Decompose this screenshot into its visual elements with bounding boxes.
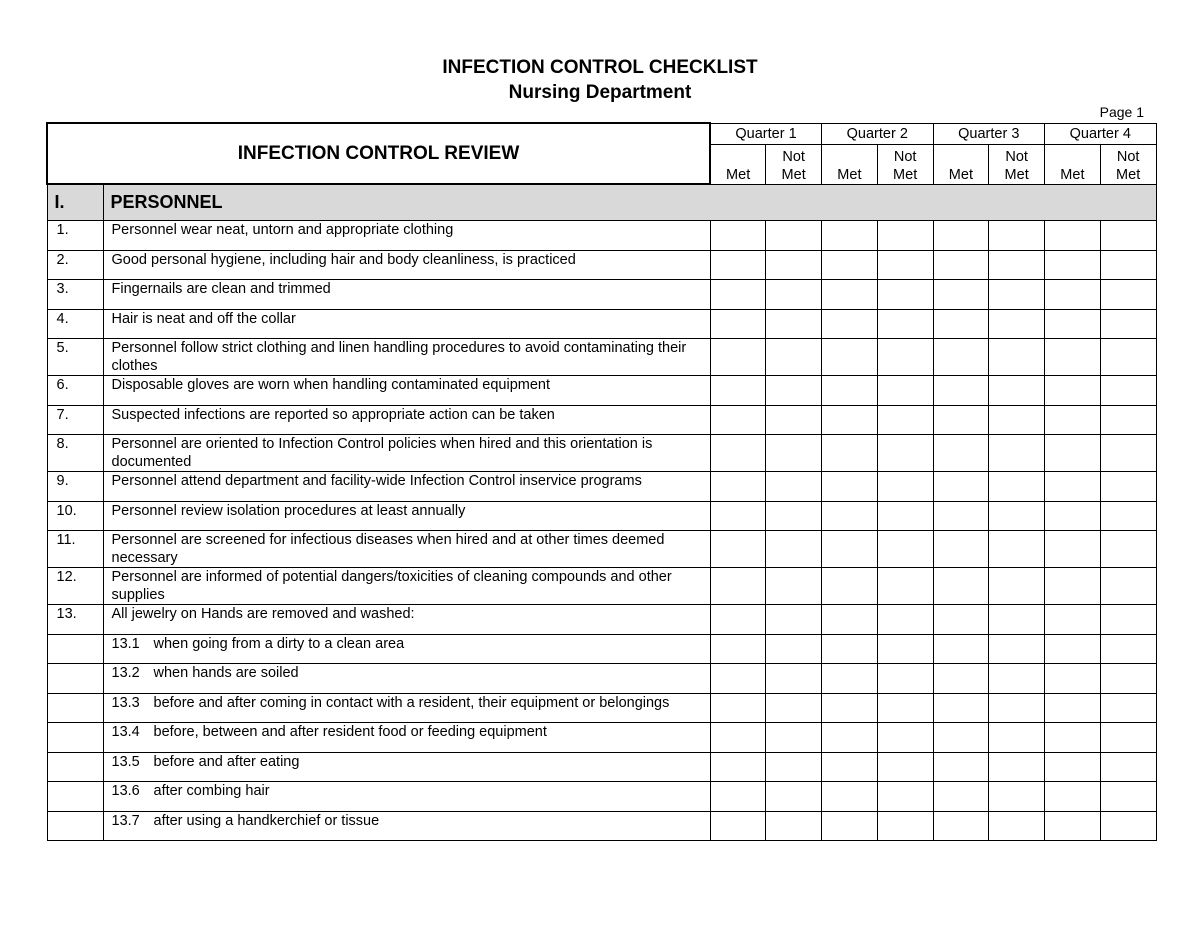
subitem-6-q4-met-cell[interactable]: [1045, 782, 1101, 812]
item-9-q4-not-met-cell[interactable]: [1100, 472, 1156, 502]
item-12-q2-met-cell[interactable]: [822, 568, 878, 605]
item-10-q1-not-met-cell[interactable]: [766, 501, 822, 531]
item-9-q4-met-cell[interactable]: [1045, 472, 1101, 502]
item-2-q4-met-cell[interactable]: [1045, 250, 1101, 280]
item-4-q3-not-met-cell[interactable]: [989, 309, 1045, 339]
not-met-label-line1: Not: [893, 148, 917, 165]
item-7-q1-met-cell[interactable]: [710, 405, 766, 435]
item-text: Personnel are screened for infectious diseases when hired and at other times deemed necessary: [103, 531, 710, 568]
item-5-q2-met-cell[interactable]: [822, 339, 878, 376]
item-text: Disposable gloves are worn when handling contaminated equipment: [103, 376, 710, 406]
item-12-q1-met-cell[interactable]: [710, 568, 766, 605]
item-1-q2-not-met-cell[interactable]: [877, 221, 933, 251]
subitem-cell: [103, 664, 710, 694]
item-10-q4-not-met-cell[interactable]: [1100, 501, 1156, 531]
subitem-7-q4-not-met-cell[interactable]: [1100, 811, 1156, 841]
item-number: 4.: [47, 309, 103, 339]
item-13-q4-met-cell[interactable]: [1045, 605, 1101, 635]
item-1-q1-not-met-cell[interactable]: [766, 221, 822, 251]
subitem-number-empty: [47, 664, 103, 694]
subitem-1-q4-not-met-cell[interactable]: [1100, 634, 1156, 664]
subitem-6-q3-not-met-cell[interactable]: [989, 782, 1045, 812]
item-12-q3-met-cell[interactable]: [933, 568, 989, 605]
section-row: [47, 184, 1156, 221]
item-1-q4-met-cell[interactable]: [1045, 221, 1101, 251]
item-12-q2-not-met-cell[interactable]: [877, 568, 933, 605]
subitem-3-q1-not-met-cell[interactable]: [766, 693, 822, 723]
item-6-q4-met-cell[interactable]: [1045, 376, 1101, 406]
table-row: [47, 250, 1156, 280]
not-met-label-line1: Not: [1116, 148, 1140, 165]
item-3-q1-not-met-cell[interactable]: [766, 280, 822, 310]
item-13-q4-not-met-cell[interactable]: [1100, 605, 1156, 635]
item-number: 11.: [47, 531, 103, 568]
item-text: Personnel are informed of potential dangers/toxicities of cleaning compounds and other supplies: [103, 568, 710, 605]
item-13-q1-not-met-cell[interactable]: [766, 605, 822, 635]
item-7-q2-met-cell[interactable]: [822, 405, 878, 435]
not-met-label-line2: Met: [893, 166, 918, 183]
item-8-q1-not-met-cell[interactable]: [766, 435, 822, 472]
subitem-5-q3-met-cell[interactable]: [933, 752, 989, 782]
table-row: [47, 531, 1156, 568]
subitem-3-q3-not-met-cell[interactable]: [989, 693, 1045, 723]
not-met-label-line1: Not: [1005, 148, 1028, 165]
subitem-number-empty: [47, 752, 103, 782]
subitem-number-empty: [47, 782, 103, 812]
table-row: [47, 501, 1156, 531]
item-number: 8.: [47, 435, 103, 472]
item-5-q1-met-cell[interactable]: [710, 339, 766, 376]
item-10-q2-met-cell[interactable]: [822, 501, 878, 531]
item-2-q4-not-met-cell[interactable]: [1100, 250, 1156, 280]
item-text: Personnel review isolation procedures at least annually: [103, 501, 710, 531]
item-8-q2-met-cell[interactable]: [822, 435, 878, 472]
item-number: 9.: [47, 472, 103, 502]
subitem-2-q2-not-met-cell[interactable]: [877, 664, 933, 694]
item-6-q1-met-cell[interactable]: [710, 376, 766, 406]
not-met-header-q2: [877, 144, 933, 184]
subitem-7-q3-met-cell[interactable]: [933, 811, 989, 841]
subitem-cell: [103, 723, 710, 753]
item-number: 2.: [47, 250, 103, 280]
subitem-7-q2-not-met-cell[interactable]: [877, 811, 933, 841]
item-6-q2-met-cell[interactable]: [822, 376, 878, 406]
item-10-q4-met-cell[interactable]: [1045, 501, 1101, 531]
item-text: All jewelry on Hands are removed and washed:: [103, 605, 710, 635]
item-12-q1-not-met-cell[interactable]: [766, 568, 822, 605]
page-number: Page 1: [1099, 104, 1144, 120]
not-met-label-line2: Met: [1116, 166, 1141, 183]
item-13-q3-not-met-cell[interactable]: [989, 605, 1045, 635]
subitem-7-q1-not-met-cell[interactable]: [766, 811, 822, 841]
table-row: [47, 752, 1156, 782]
subitem-5-q3-not-met-cell[interactable]: [989, 752, 1045, 782]
subitem-4-q4-not-met-cell[interactable]: [1100, 723, 1156, 753]
subitem-1-q1-met-cell[interactable]: [710, 634, 766, 664]
table-row: [47, 221, 1156, 251]
subitem-6-q2-met-cell[interactable]: [822, 782, 878, 812]
subitem-cell: [103, 634, 710, 664]
subitem-2-q4-met-cell[interactable]: [1045, 664, 1101, 694]
item-1-q3-met-cell[interactable]: [933, 221, 989, 251]
item-11-q4-not-met-cell[interactable]: [1100, 531, 1156, 568]
review-heading: INFECTION CONTROL REVIEW: [47, 123, 710, 184]
not-met-label-line2: Met: [1004, 166, 1029, 183]
item-number: 13.: [47, 605, 103, 635]
item-7-q4-not-met-cell[interactable]: [1100, 405, 1156, 435]
item-number: 1.: [47, 221, 103, 251]
item-5-q1-not-met-cell[interactable]: [766, 339, 822, 376]
item-8-q4-met-cell[interactable]: [1045, 435, 1101, 472]
item-13-q2-met-cell[interactable]: [822, 605, 878, 635]
item-number: 5.: [47, 339, 103, 376]
item-1-q4-not-met-cell[interactable]: [1100, 221, 1156, 251]
subitem-text: before and after eating: [153, 753, 300, 770]
item-11-q1-not-met-cell[interactable]: [766, 531, 822, 568]
quarter-1-header: Quarter 1: [710, 123, 822, 144]
subitem-3-q2-not-met-cell[interactable]: [877, 693, 933, 723]
table-row: [47, 568, 1156, 605]
item-7-q3-not-met-cell[interactable]: [989, 405, 1045, 435]
table-row: [47, 782, 1156, 812]
item-12-q3-not-met-cell[interactable]: [989, 568, 1045, 605]
met-header-q1: Met: [710, 144, 766, 184]
item-5-q4-met-cell[interactable]: [1045, 339, 1101, 376]
item-4-q2-not-met-cell[interactable]: [877, 309, 933, 339]
item-1-q3-not-met-cell[interactable]: [989, 221, 1045, 251]
item-2-q1-not-met-cell[interactable]: [766, 250, 822, 280]
item-7-q2-not-met-cell[interactable]: [877, 405, 933, 435]
subitem-text: before and after coming in contact with a resident, their equipment or belongings: [153, 694, 670, 711]
subitem-5-q2-met-cell[interactable]: [822, 752, 878, 782]
item-5-q2-not-met-cell[interactable]: [877, 339, 933, 376]
subitem-text: when going from a dirty to a clean area: [153, 635, 405, 652]
table-row: [47, 435, 1156, 472]
item-6-q2-not-met-cell[interactable]: [877, 376, 933, 406]
subitem-3-q4-met-cell[interactable]: [1045, 693, 1101, 723]
item-5-q4-not-met-cell[interactable]: [1100, 339, 1156, 376]
item-text: Personnel attend department and facility-wide Infection Control inservice programs: [103, 472, 710, 502]
item-7-q4-met-cell[interactable]: [1045, 405, 1101, 435]
subitem-2-q1-met-cell[interactable]: [710, 664, 766, 694]
subitem-2-q1-not-met-cell[interactable]: [766, 664, 822, 694]
item-text: Personnel follow strict clothing and linen handling procedures to avoid contaminating their clothes: [103, 339, 710, 376]
item-11-q3-met-cell[interactable]: [933, 531, 989, 568]
item-3-q2-not-met-cell[interactable]: [877, 280, 933, 310]
item-8-q3-met-cell[interactable]: [933, 435, 989, 472]
subitem-text: before, between and after resident food or feeding equipment: [153, 724, 547, 740]
subitem-1-q2-not-met-cell[interactable]: [877, 634, 933, 664]
subitem-4-q1-not-met-cell[interactable]: [766, 723, 822, 753]
item-number: 10.: [47, 501, 103, 531]
subitem-cell: [103, 693, 710, 723]
item-4-q1-not-met-cell[interactable]: [766, 309, 822, 339]
item-number: 7.: [47, 405, 103, 435]
item-4-q4-met-cell[interactable]: [1045, 309, 1101, 339]
item-1-q2-met-cell[interactable]: [822, 221, 878, 251]
item-2-q3-met-cell[interactable]: [933, 250, 989, 280]
table-row: [47, 376, 1156, 406]
not-met-label-line1: Not: [782, 148, 805, 165]
subitem-number: 13.1: [111, 635, 140, 652]
infection-control-table: [46, 122, 1157, 841]
met-header-q2: Met: [822, 144, 878, 184]
subitem-6-q4-not-met-cell[interactable]: [1100, 782, 1156, 812]
document-title: INFECTION CONTROL CHECKLIST: [442, 57, 758, 78]
quarter-3-header: Quarter 3: [933, 123, 1045, 144]
subitem-4-q3-not-met-cell[interactable]: [989, 723, 1045, 753]
subitem-6-q1-met-cell[interactable]: [710, 782, 766, 812]
subitem-6-q1-not-met-cell[interactable]: [766, 782, 822, 812]
subitem-5-q4-met-cell[interactable]: [1045, 752, 1101, 782]
item-10-q3-not-met-cell[interactable]: [989, 501, 1045, 531]
table-row: [47, 280, 1156, 310]
item-10-q1-met-cell[interactable]: [710, 501, 766, 531]
item-number: 6.: [47, 376, 103, 406]
item-9-q3-met-cell[interactable]: [933, 472, 989, 502]
item-2-q2-met-cell[interactable]: [822, 250, 878, 280]
subitem-cell: [103, 752, 710, 782]
item-13-q3-met-cell[interactable]: [933, 605, 989, 635]
subitem-2-q2-met-cell[interactable]: [822, 664, 878, 694]
section-number: I.: [47, 184, 103, 221]
subitem-5-q4-not-met-cell[interactable]: [1100, 752, 1156, 782]
quarter-2-header: Quarter 2: [822, 123, 934, 144]
item-7-q1-not-met-cell[interactable]: [766, 405, 822, 435]
subitem-4-q3-met-cell[interactable]: [933, 723, 989, 753]
subitem-cell: [103, 782, 710, 812]
item-13-q1-met-cell[interactable]: [710, 605, 766, 635]
subitem-number: 13.5: [111, 753, 140, 770]
item-8-q2-not-met-cell[interactable]: [877, 435, 933, 472]
item-8-q1-met-cell[interactable]: [710, 435, 766, 472]
subitem-7-q3-not-met-cell[interactable]: [989, 811, 1045, 841]
subitem-4-q1-met-cell[interactable]: [710, 723, 766, 753]
item-3-q4-met-cell[interactable]: [1045, 280, 1101, 310]
subitem-3-q3-met-cell[interactable]: [933, 693, 989, 723]
met-header-q3: Met: [933, 144, 989, 184]
subitem-number-empty: [47, 723, 103, 753]
item-text: Hair is neat and off the collar: [103, 309, 710, 339]
subitem-7-q2-met-cell[interactable]: [822, 811, 878, 841]
subitem-6-q3-met-cell[interactable]: [933, 782, 989, 812]
subitem-2-q4-not-met-cell[interactable]: [1100, 664, 1156, 694]
subitem-4-q4-met-cell[interactable]: [1045, 723, 1101, 753]
subitem-text: after using a handkerchief or tissue: [153, 812, 380, 829]
not-met-header-q1: [766, 144, 822, 184]
item-11-q3-not-met-cell[interactable]: [989, 531, 1045, 568]
item-number: 12.: [47, 568, 103, 605]
item-2-q3-not-met-cell[interactable]: [989, 250, 1045, 280]
item-9-q1-not-met-cell[interactable]: [766, 472, 822, 502]
item-text: Good personal hygiene, including hair and body cleanliness, is practiced: [103, 250, 710, 280]
not-met-label-line2: Met: [781, 166, 806, 183]
met-header-q4: Met: [1045, 144, 1101, 184]
item-3-q3-met-cell[interactable]: [933, 280, 989, 310]
table-row: [47, 811, 1156, 841]
item-9-q2-met-cell[interactable]: [822, 472, 878, 502]
subitem-1-q4-met-cell[interactable]: [1045, 634, 1101, 664]
table-row: [47, 309, 1156, 339]
item-2-q1-met-cell[interactable]: [710, 250, 766, 280]
subitem-number-empty: [47, 811, 103, 841]
item-text: Fingernails are clean and trimmed: [103, 280, 710, 310]
table-row: [47, 605, 1156, 635]
subitem-number: 13.2: [111, 665, 140, 681]
table-row: [47, 405, 1156, 435]
subitem-4-q2-met-cell[interactable]: [822, 723, 878, 753]
item-4-q2-met-cell[interactable]: [822, 309, 878, 339]
subitem-text: when hands are soiled: [153, 665, 299, 681]
document-subtitle: Nursing Department: [508, 82, 692, 103]
subitem-1-q3-not-met-cell[interactable]: [989, 634, 1045, 664]
table-row: [47, 339, 1156, 376]
table-row: [47, 634, 1156, 664]
subitem-text: after combing hair: [153, 783, 270, 799]
item-4-q1-met-cell[interactable]: [710, 309, 766, 339]
subitem-6-q2-not-met-cell[interactable]: [877, 782, 933, 812]
subitem-5-q1-met-cell[interactable]: [710, 752, 766, 782]
item-12-q4-met-cell[interactable]: [1045, 568, 1101, 605]
subitem-number: 13.3: [111, 694, 140, 711]
item-10-q3-met-cell[interactable]: [933, 501, 989, 531]
subitem-number-empty: [47, 693, 103, 723]
subitem-2-q3-met-cell[interactable]: [933, 664, 989, 694]
item-11-q4-met-cell[interactable]: [1045, 531, 1101, 568]
item-4-q4-not-met-cell[interactable]: [1100, 309, 1156, 339]
table-row: [47, 693, 1156, 723]
subitem-3-q2-met-cell[interactable]: [822, 693, 878, 723]
item-13-q2-not-met-cell[interactable]: [877, 605, 933, 635]
item-4-q3-met-cell[interactable]: [933, 309, 989, 339]
item-1-q1-met-cell[interactable]: [710, 221, 766, 251]
item-7-q3-met-cell[interactable]: [933, 405, 989, 435]
subitem-1-q1-not-met-cell[interactable]: [766, 634, 822, 664]
subitem-number: 13.4: [111, 724, 140, 740]
item-9-q3-not-met-cell[interactable]: [989, 472, 1045, 502]
subitem-5-q2-not-met-cell[interactable]: [877, 752, 933, 782]
item-number: 3.: [47, 280, 103, 310]
item-6-q1-not-met-cell[interactable]: [766, 376, 822, 406]
not-met-header-q4: [1100, 144, 1156, 184]
item-12-q4-not-met-cell[interactable]: [1100, 568, 1156, 605]
table-row: [47, 723, 1156, 753]
subitem-3-q4-not-met-cell[interactable]: [1100, 693, 1156, 723]
subitem-5-q1-not-met-cell[interactable]: [766, 752, 822, 782]
subitem-7-q1-met-cell[interactable]: [710, 811, 766, 841]
subitem-4-q2-not-met-cell[interactable]: [877, 723, 933, 753]
subitem-cell: [103, 811, 710, 841]
item-5-q3-not-met-cell[interactable]: [989, 339, 1045, 376]
subitem-7-q4-met-cell[interactable]: [1045, 811, 1101, 841]
subitem-1-q3-met-cell[interactable]: [933, 634, 989, 664]
item-3-q2-met-cell[interactable]: [822, 280, 878, 310]
table-row: [47, 664, 1156, 694]
item-8-q4-not-met-cell[interactable]: [1100, 435, 1156, 472]
item-3-q3-not-met-cell[interactable]: [989, 280, 1045, 310]
quarter-4-header: Quarter 4: [1045, 123, 1157, 144]
table-row: [47, 472, 1156, 502]
item-3-q4-not-met-cell[interactable]: [1100, 280, 1156, 310]
item-6-q4-not-met-cell[interactable]: [1100, 376, 1156, 406]
item-2-q2-not-met-cell[interactable]: [877, 250, 933, 280]
item-text: Personnel are oriented to Infection Control policies when hired and this orientation is documented: [103, 435, 710, 472]
item-11-q1-met-cell[interactable]: [710, 531, 766, 568]
subitem-number: 13.6: [111, 783, 140, 799]
item-8-q3-not-met-cell[interactable]: [989, 435, 1045, 472]
subitem-number-empty: [47, 634, 103, 664]
item-6-q3-met-cell[interactable]: [933, 376, 989, 406]
item-6-q3-not-met-cell[interactable]: [989, 376, 1045, 406]
subitem-1-q2-met-cell[interactable]: [822, 634, 878, 664]
subitem-3-q1-met-cell[interactable]: [710, 693, 766, 723]
item-text: Personnel wear neat, untorn and appropriate clothing: [103, 221, 710, 251]
item-10-q2-not-met-cell[interactable]: [877, 501, 933, 531]
item-3-q1-met-cell[interactable]: [710, 280, 766, 310]
item-9-q1-met-cell[interactable]: [710, 472, 766, 502]
item-11-q2-not-met-cell[interactable]: [877, 531, 933, 568]
item-11-q2-met-cell[interactable]: [822, 531, 878, 568]
not-met-header-q3: [989, 144, 1045, 184]
subitem-number: 13.7: [111, 812, 140, 829]
section-title: PERSONNEL: [103, 184, 1156, 221]
item-text: Suspected infections are reported so appropriate action can be taken: [103, 405, 710, 435]
subitem-2-q3-not-met-cell[interactable]: [989, 664, 1045, 694]
item-9-q2-not-met-cell[interactable]: [877, 472, 933, 502]
item-5-q3-met-cell[interactable]: [933, 339, 989, 376]
